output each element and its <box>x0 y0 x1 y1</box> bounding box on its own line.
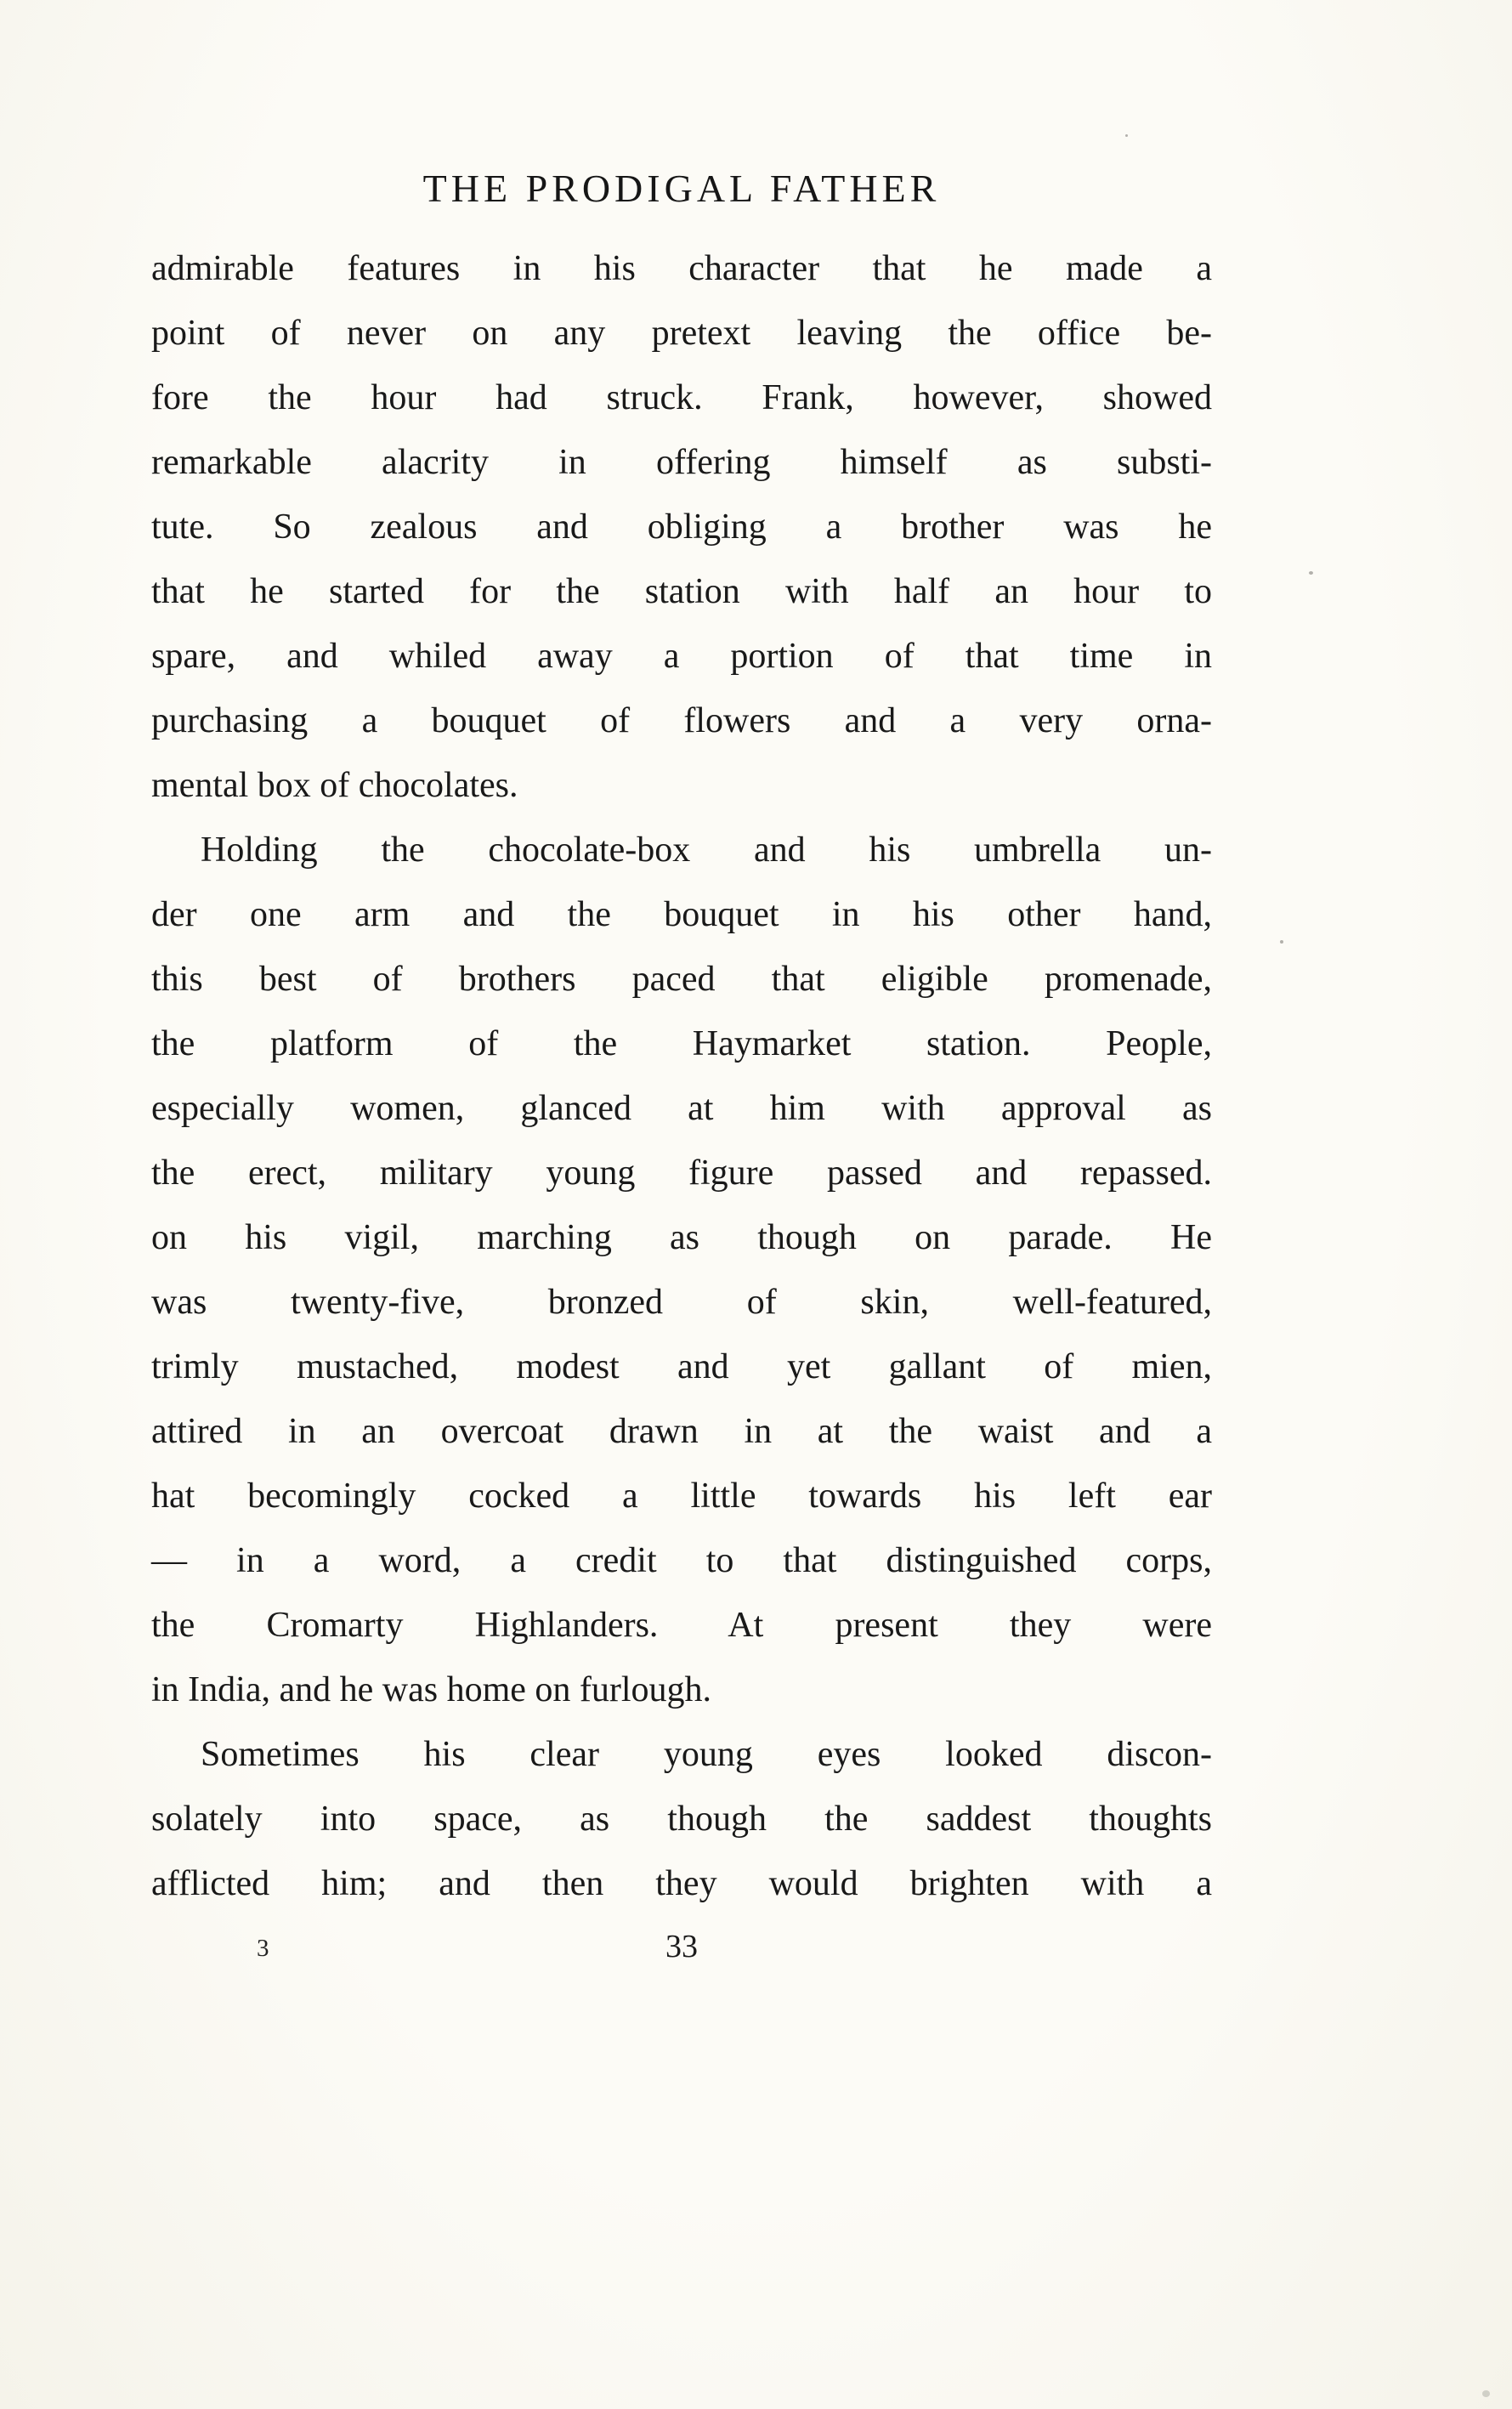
text-line: Holding the chocolate-box and his umbrella un- <box>201 830 1212 870</box>
paragraph <box>151 818 1212 1722</box>
text-line: purchasing a bouquet of flowers and a very orna- <box>151 701 1212 740</box>
text-line: the erect, military young figure passed and repassed. <box>151 1153 1212 1193</box>
text-line: was twenty-five, bronzed of skin, well-featured, <box>151 1283 1212 1322</box>
page-footer <box>151 1928 1212 1982</box>
text-line: afflicted him; and then they would brighten with a <box>151 1864 1212 1903</box>
text-line: on his vigil, marching as though on parade. He <box>151 1218 1212 1257</box>
page-number: 33 <box>665 1929 698 1964</box>
scan-speck <box>1482 2390 1490 2397</box>
signature-mark: 3 <box>257 1935 269 1962</box>
scan-speck <box>1309 571 1313 575</box>
text-line: admirable features in his character that he made a <box>151 249 1212 288</box>
text-line: especially women, glanced at him with approval as <box>151 1089 1212 1128</box>
text-line: fore the hour had struck. Frank, however, showed <box>151 378 1212 417</box>
text-block <box>151 167 1212 1982</box>
scan-speck <box>1280 940 1283 944</box>
text-line: trimly mustached, modest and yet gallant of mien, <box>151 1347 1212 1386</box>
text-line: attired in an overcoat drawn in at the waist and a <box>151 1412 1212 1451</box>
paragraph <box>151 236 1212 818</box>
text-line: in India, and he was home on furlough. <box>151 1670 712 1709</box>
text-line: the Cromarty Highlanders. At present they were <box>151 1606 1212 1645</box>
text-line: point of never on any pretext leaving the office be- <box>151 314 1212 353</box>
scan-speck <box>1125 134 1128 137</box>
text-line: Sometimes his clear young eyes looked discon- <box>201 1735 1212 1774</box>
text-line: the platform of the Haymarket station. People, <box>151 1024 1212 1063</box>
text-line: remarkable alacrity in offering himself as substi- <box>151 443 1212 482</box>
text-line: spare, and whiled away a portion of that time in <box>151 637 1212 676</box>
text-line: — in a word, a credit to that distinguished corps, <box>151 1541 1212 1580</box>
text-line: mental box of chocolates. <box>151 766 518 805</box>
text-line: hat becomingly cocked a little towards his left ear <box>151 1477 1212 1516</box>
text-line: this best of brothers paced that eligible promenade, <box>151 960 1212 999</box>
running-head-title: THE PRODIGAL FATHER <box>422 167 941 210</box>
text-line: der one arm and the bouquet in his other hand, <box>151 895 1212 934</box>
text-line: solately into space, as though the saddest thoughts <box>151 1800 1212 1839</box>
paragraph <box>151 1722 1212 1916</box>
text-line: tute. So zealous and obliging a brother was he <box>151 507 1212 547</box>
text-line: that he started for the station with half an hour to <box>151 572 1212 611</box>
